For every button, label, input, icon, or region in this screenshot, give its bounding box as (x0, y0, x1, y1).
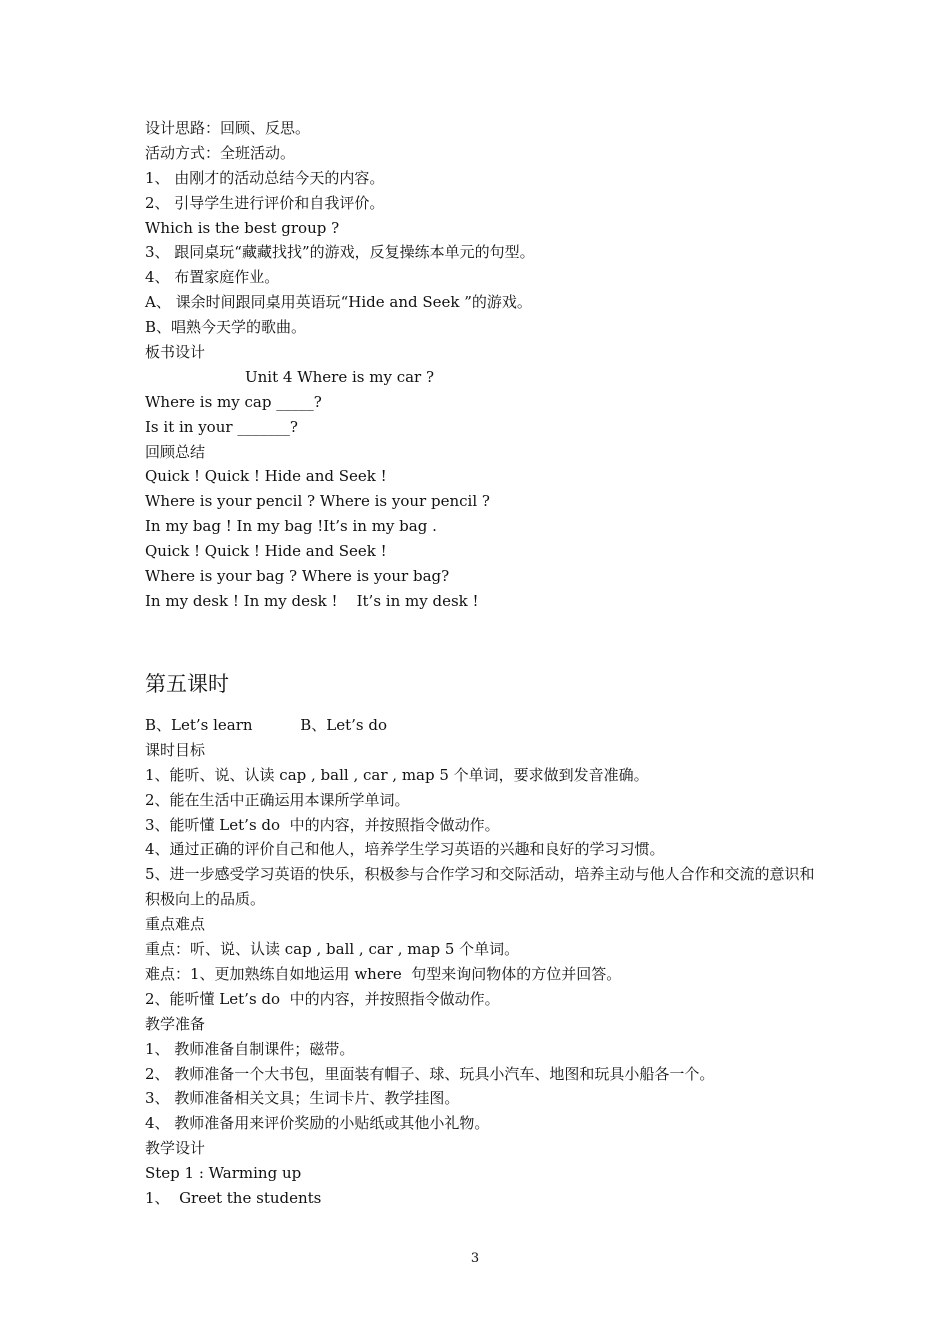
text-line: B、Let’s learn B、Let’s do (145, 716, 388, 734)
text-line: 设计思路：回顾、反思。 (145, 119, 311, 137)
text-line: 1、 教师准备自制课件；磁带。 (145, 1039, 355, 1058)
text-line: B、唱熟今天学的歌曲。 (145, 318, 307, 337)
chant-line: In my bag ! In my bag !It’s in my bag . (145, 517, 437, 536)
text-line: 4、 教师准备用来评价奖励的小贴纸或其他小礼物。 (145, 1114, 490, 1133)
board-title: Unit 4 Where is my car ? (245, 367, 435, 386)
page-number: 3 (470, 1251, 480, 1266)
text-line: 活动方式：全班活动。 (145, 143, 296, 162)
section-label: 教学设计 (145, 1139, 206, 1158)
text-line: A、 课余时间跟同桌用英语玩“Hide and Seek ”的游戏。 (145, 293, 532, 312)
text-line: 4、通过正确的评价自己和他人，培养学生学习英语的兴趣和良好的学习习惯。 (145, 840, 665, 859)
section-label: 板书设计 (145, 343, 206, 362)
lesson-review-section (145, 116, 845, 614)
section-label: 回顾总结 (145, 442, 206, 461)
lesson-heading: 第五课时 (145, 672, 229, 696)
text-line: 3、能听懂 Let’s do 中的内容，并按照指令做动作。 (145, 815, 500, 834)
text-line: 1、 Greet the students (145, 1188, 322, 1207)
text-line: 3、 教师准备相关文具；生词卡片、教学挂图。 (145, 1089, 460, 1108)
section-label: 教学准备 (145, 1014, 206, 1033)
text-line: 1、能听、说、认读 cap , ball , car , map 5 个单词，要求做到发音准确。 (145, 765, 649, 784)
text-line: Step 1 : Warming up (145, 1164, 302, 1183)
text-line: 2、 引导学生进行评价和自我评价。 (145, 193, 385, 212)
text-paragraph: 5、进一步感受学习英语的快乐，积极参与合作学习和交际活动，培养主动与他人合作和交流的意识和积极向上的品质。 (145, 865, 815, 909)
section-label: 课时目标 (145, 740, 206, 759)
text-line: 1、 由刚才的活动总结今天的内容。 (145, 168, 385, 187)
text-line: Which is the best group ? (145, 218, 340, 237)
chant-line: Quick ! Quick ! Hide and Seek ! (145, 542, 387, 561)
text-line: 3、 跟同桌玩“藏藏找找”的游戏，反复操练本单元的句型。 (145, 243, 535, 262)
text-line: 2、能听懂 Let’s do 中的内容，并按照指令做动作。 (145, 989, 500, 1008)
text-line: Where is my cap _____? (145, 392, 322, 411)
text-line: Is it in your _______? (145, 417, 298, 436)
chant-line: Quick ! Quick ! Hide and Seek ! (145, 467, 387, 486)
text-line: 2、 教师准备一个大书包，里面装有帽子、球、玩具小汽车、地图和玩具小船各一个。 (145, 1064, 715, 1083)
section-label: 重点难点 (145, 915, 206, 934)
lesson-five-section (145, 713, 825, 1211)
chant-line: In my desk ! In my desk ! It’s in my desk ! (145, 591, 479, 610)
text-line: 2、能在生活中正确运用本课所学单词。 (145, 790, 410, 809)
chant-line: Where is your bag ? Where is your bag? (145, 567, 450, 586)
text-line: 难点：1、更加熟练自如地运用 where 句型来询问物体的方位并回答。 (145, 964, 622, 983)
chant-line: Where is your pencil ? Where is your pencil ? (145, 492, 490, 511)
text-line: 4、 布置家庭作业。 (145, 268, 280, 287)
text-line: 重点：听、说、认读 cap , ball , car , map 5 个单词。 (145, 940, 520, 959)
